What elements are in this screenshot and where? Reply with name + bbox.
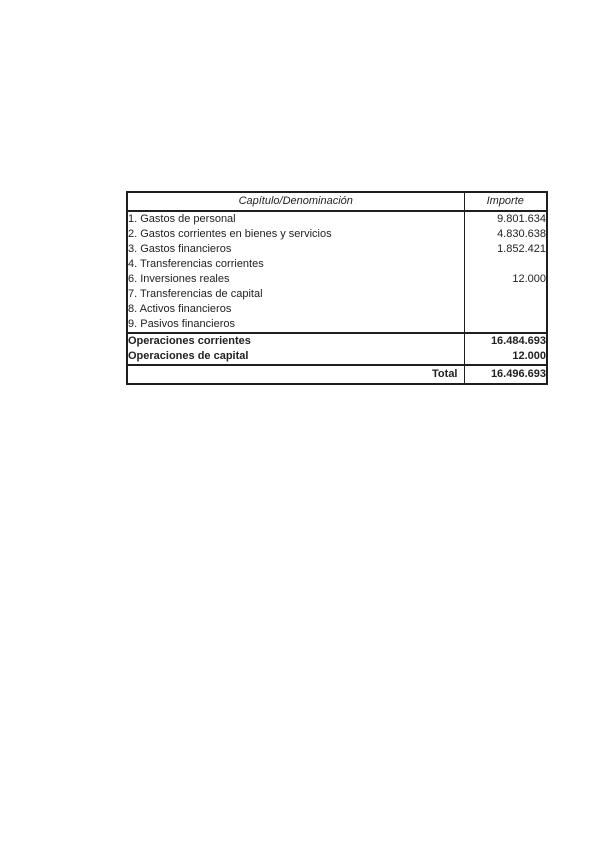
chapter-value: 9.801.634 bbox=[464, 211, 547, 227]
summary-value: 12.000 bbox=[464, 349, 547, 365]
table-row bbox=[127, 242, 547, 257]
chapter-label: 7. Transferencias de capital bbox=[128, 288, 263, 300]
summary-label: Operaciones de capital bbox=[128, 350, 249, 362]
chapter-rows-section bbox=[127, 211, 547, 333]
table-row bbox=[127, 302, 547, 317]
chapter-label: 4. Transferencias corrientes bbox=[128, 258, 264, 270]
chapter-label: 3. Gastos financieros bbox=[128, 243, 232, 255]
table-row bbox=[127, 317, 547, 333]
budget-table bbox=[126, 191, 548, 385]
chapter-value bbox=[464, 302, 547, 317]
summary-label: Operaciones corrientes bbox=[128, 335, 251, 347]
summary-row-operaciones-corrientes bbox=[127, 333, 547, 349]
table-row bbox=[127, 227, 547, 242]
chapter-value: 1.852.421 bbox=[464, 242, 547, 257]
summary-value: 16.484.693 bbox=[464, 333, 547, 349]
total-row bbox=[127, 365, 547, 384]
table-row bbox=[127, 287, 547, 302]
table-row bbox=[127, 257, 547, 272]
chapter-value bbox=[464, 257, 547, 272]
total-value: 16.496.693 bbox=[464, 365, 547, 384]
chapter-value: 4.830.638 bbox=[464, 227, 547, 242]
chapter-label: 8. Activos financieros bbox=[128, 303, 232, 315]
chapter-value bbox=[464, 287, 547, 302]
table-row bbox=[127, 272, 547, 287]
total-label: Total bbox=[432, 368, 458, 380]
table-row bbox=[127, 211, 547, 227]
chapter-label: 9. Pasivos financieros bbox=[128, 318, 235, 330]
chapter-value: 12.000 bbox=[464, 272, 547, 287]
summary-row-operaciones-de-capital bbox=[127, 349, 547, 365]
column-header-importe: Importe bbox=[464, 192, 547, 211]
chapter-value bbox=[464, 317, 547, 333]
total-row-section bbox=[127, 365, 547, 384]
chapter-label: 2. Gastos corrientes en bienes y servicios bbox=[128, 228, 332, 240]
chapter-label: 1. Gastos de personal bbox=[128, 213, 236, 225]
column-header-capitulo-denominacion: Capítulo/Denominación bbox=[238, 195, 353, 207]
table-header-row bbox=[127, 192, 547, 211]
summary-rows-section bbox=[127, 333, 547, 365]
chapter-label: 6. Inversiones reales bbox=[128, 273, 230, 285]
budget-table-container bbox=[126, 191, 546, 385]
